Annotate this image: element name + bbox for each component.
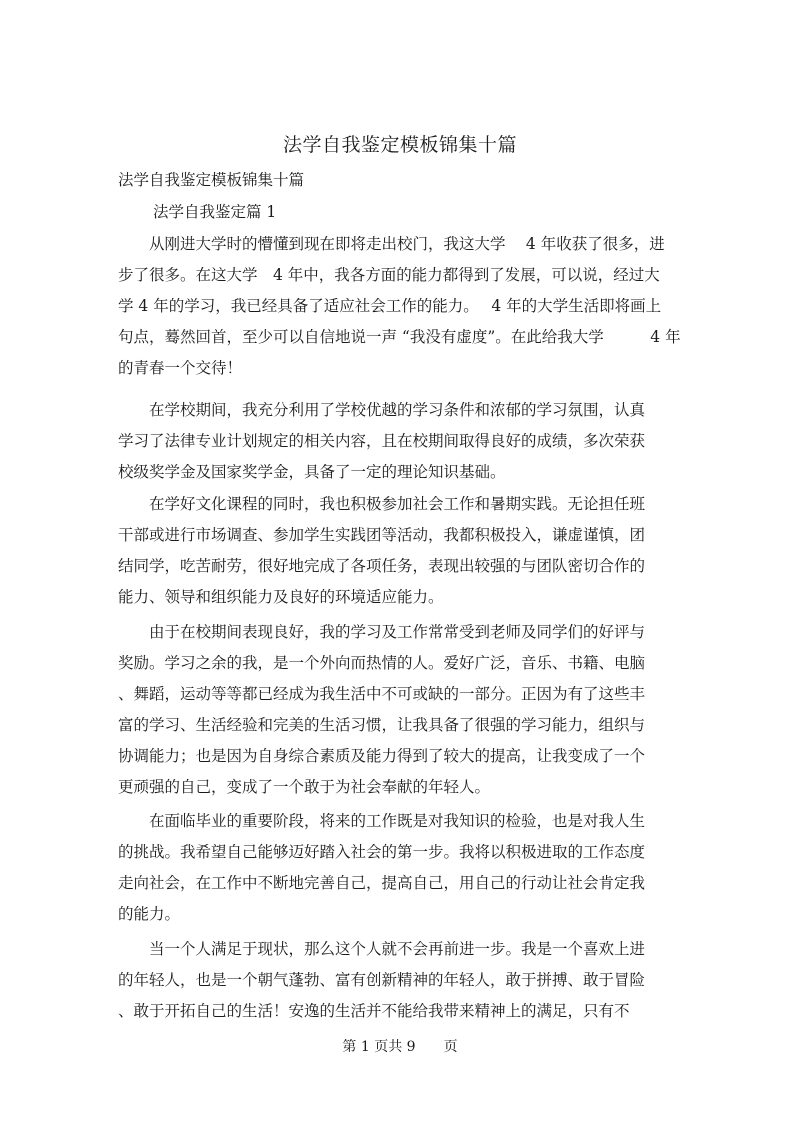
body-line: 校级奖学金及国家奖学金，具备了一定的理论知识基础。 bbox=[118, 463, 506, 481]
body-line: 学习了法律专业计划规定的相关内容，且在校期间取得良好的成绩，多次荣获 bbox=[118, 432, 646, 450]
body-line: 、敢于开拓自己的生活！安逸的生活并不能给我带来精神上的满足，只有不 bbox=[118, 1002, 630, 1020]
body-line: 结同学，吃苦耐劳，很好地完成了各项任务，表现出较强的与团队密切合作的 bbox=[118, 557, 646, 575]
body-line: 的年轻人，也是一个朝气蓬勃、富有创新精神的年轻人，敢于拼搏、敢于冒险 bbox=[118, 971, 646, 989]
body-line: 能力、领导和组织能力及良好的环境适应能力。 bbox=[118, 588, 444, 606]
page-number-footer: 第 1 页共 9 页 bbox=[342, 1039, 458, 1055]
body-line: 富的学习、生活经验和完美的生活习惯，让我具备了很强的学习能力，组织与 bbox=[118, 716, 646, 734]
body-line: 在学好文化课程的同时，我也积极参加社会工作和暑期实践。无论担任班 bbox=[118, 495, 646, 513]
body-line: 、舞蹈，运动等等都已经成为我生活中不可或缺的一部分。正因为有了这些丰 bbox=[118, 685, 646, 703]
body-line: 走向社会，在工作中不断地完善自己，提高自己，用自己的行动让社会肯定我 bbox=[118, 874, 646, 892]
body-line: 由于在校期间表现良好，我的学习及工作常常受到老师及同学们的好评与 bbox=[118, 623, 646, 641]
body-line: 句点，蓦然回首，至少可以自信地说一声 “我没有虚度”。在此给我大学 4 年 bbox=[118, 328, 681, 346]
body-line: 奖励。学习之余的我，是一个外向而热情的人。爱好广泛，音乐、书籍、电脑 bbox=[118, 654, 646, 672]
body-line: 协调能力；也是因为自身综合素质及能力得到了较大的提高，让我变成了一个 bbox=[118, 747, 646, 765]
body-line: 在学校期间，我充分利用了学校优越的学习条件和浓郁的学习氛围，认真 bbox=[118, 401, 646, 419]
body-line: 当一个人满足于现状，那么这个人就不会再前进一步。我是一个喜欢上进 bbox=[118, 940, 646, 958]
body-line: 在面临毕业的重要阶段，将来的工作既是对我知识的检验，也是对我人生 bbox=[118, 812, 646, 830]
body-line: 更顽强的自己，变成了一个敢于为社会奉献的年轻人。 bbox=[118, 778, 491, 796]
body-line: 的挑战。我希望自己能够迈好踏入社会的第一步。我将以积极进取的工作态度 bbox=[118, 843, 646, 861]
body-line: 步了很多。在这大学 4 年中，我各方面的能力都得到了发展，可以说，经过大 bbox=[118, 266, 660, 284]
body-line: 干部或进行市场调查、参加学生实践团等活动，我都积极投入，谦虚谨慎，团 bbox=[118, 526, 646, 544]
section-heading: 法学自我鉴定篇 1 bbox=[153, 203, 277, 221]
document-title: 法学自我鉴定模板锦集十篇 bbox=[282, 134, 517, 156]
body-line: 的能力。 bbox=[118, 905, 181, 923]
body-line: 的青春一个交待！ bbox=[118, 359, 243, 377]
body-line: 学 4 年的学习，我已经具备了适应社会工作的能力。 4 年的大学生活即将画上 bbox=[118, 297, 662, 315]
body-line: 从刚进大学时的懵懂到现在即将走出校门，我这大学 4 年收获了很多，进 bbox=[118, 235, 665, 253]
document-subtitle: 法学自我鉴定模板锦集十篇 bbox=[118, 171, 305, 189]
